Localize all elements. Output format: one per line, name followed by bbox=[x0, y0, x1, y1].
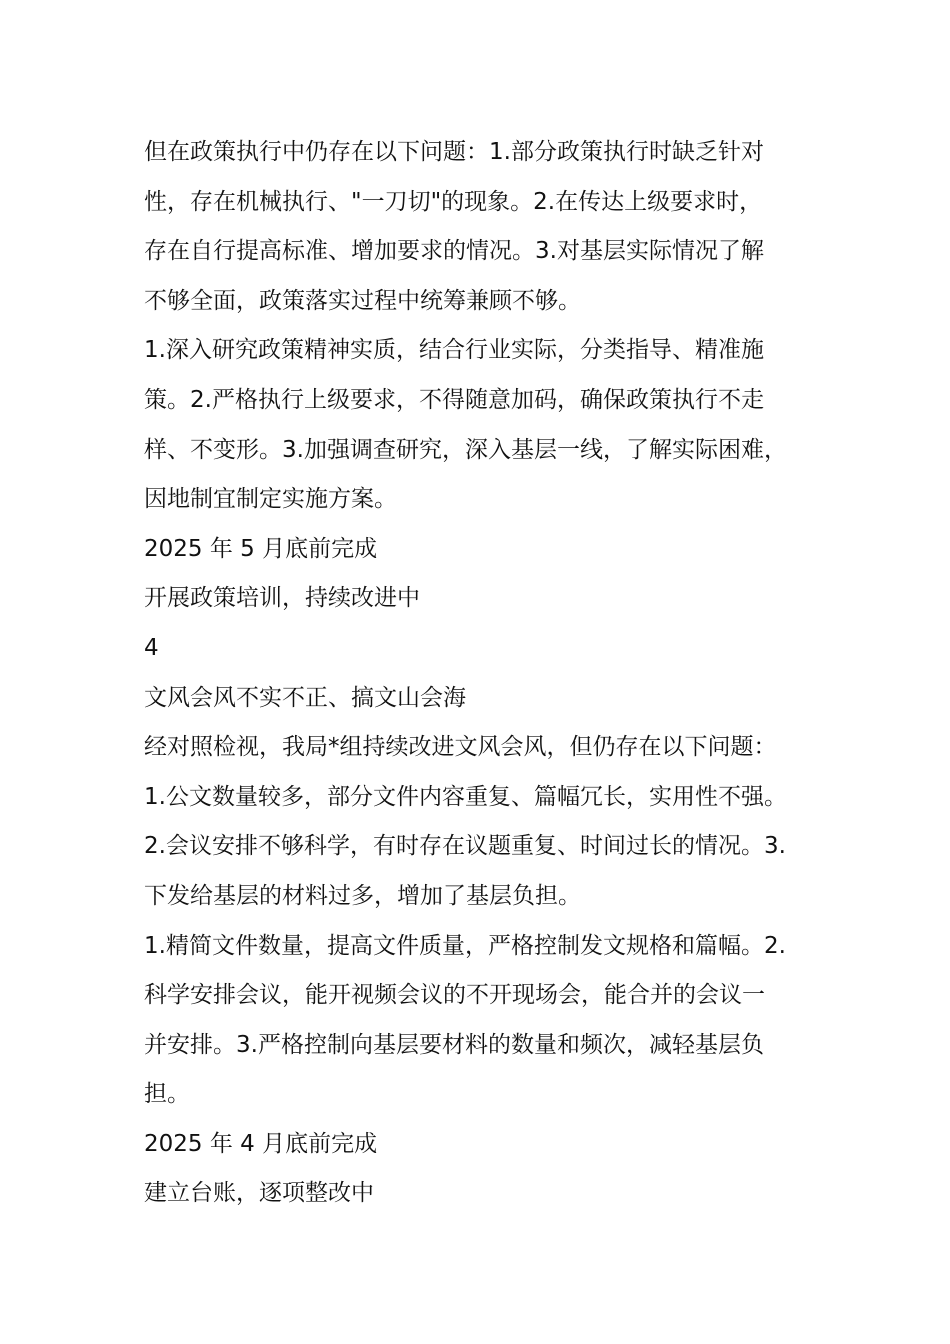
rectification-measures-paragraph: 1.精简文件数量，提高文件质量，严格控制发文规格和篇幅。2. 科学安排会议，能开视频会议的不开现场会，能合并的会议一 并安排。3.严格控制向基层要材料的数量和频次，减轻基层负 担。 bbox=[144, 932, 786, 1108]
document-body bbox=[144, 128, 824, 1219]
issue-title: 文风会风不实不正、搞文山会海 bbox=[144, 684, 466, 711]
progress-status-text: 开展政策培训，持续改进中 bbox=[144, 585, 420, 612]
rectification-measures-paragraph: 1.深入研究政策精神实质，结合行业实际，分类指导、精准施 策。2.严格执行上级要求，不得随意加码，确保政策执行不走 样、不变形。3.加强调查研究，深入基层一线，了解实际困难， 因地制宜制定实施方案。 bbox=[144, 337, 787, 513]
item-number: 4 bbox=[144, 634, 159, 661]
review-intro-paragraph: 经对照检视，我局*组持续改进文风会风，但仍存在以下问题： bbox=[144, 734, 777, 761]
progress-status-text: 建立台账，逐项整改中 bbox=[144, 1180, 374, 1207]
deadline-text: 2025 年 5 月底前完成 bbox=[144, 535, 378, 562]
problem-list-paragraph: 1.公文数量较多，部分文件内容重复、篇幅冗长，实用性不强。 2.会议安排不够科学，有时存在议题重复、时间过长的情况。3. 下发给基层的材料过多，增加了基层负担。 bbox=[144, 783, 787, 909]
problem-description-paragraph: 但在政策执行中仍存在以下问题：1.部分政策执行时缺乏针对 性，存在机械执行、"一刀切"的现象。2.在传达上级要求时， 存在自行提高标准、增加要求的情况。3.对基层实际情况了解 不够全面，政策落实过程中统筹兼顾不够。 bbox=[144, 139, 764, 314]
deadline-text: 2025 年 4 月底前完成 bbox=[144, 1130, 378, 1157]
